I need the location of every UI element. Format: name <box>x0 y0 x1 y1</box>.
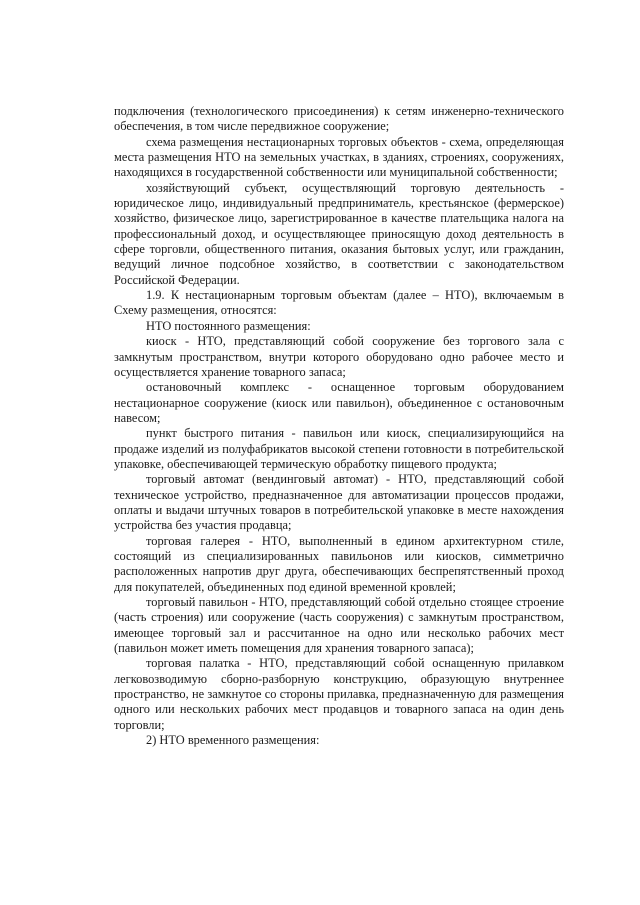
paragraph-business-entity: хозяйствующий субъект, осуществляющий торговую деятельность - юридическое лицо, индивидуальный предприниматель, крестьянское (фермерское) хозяйство, физическое лицо, зарегистрированное в качестве плательщика налога на профессиональный доход, и осуществляющее приносящую доход деятельность в сфере торговли, общественного питания, оказания бытовых услуг, или гражданин, ведущий личное подсобное хозяйство, в соответствии с законодательством Российской Федерации. <box>114 180 564 287</box>
paragraph-trade-gallery: торговая галерея - НТО, выполненный в едином архитектурном стиле, состоящий из специализированных павильонов или киосков, симметрично расположенных напротив друг друга, обеспечивающих беспрепятственный проход для покупателей, объединенных под единой временной кровлей; <box>114 533 564 594</box>
paragraph-bus-stop-complex: остановочный комплекс - оснащенное торговым оборудованием нестационарное сооружение (киоск или павильон), объединенное с остановочным навесом; <box>114 380 564 425</box>
paragraph-section-1-9: 1.9. К нестационарным торговым объектам (далее – НТО), включаемым в Схему размещения, относятся: <box>114 288 564 318</box>
paragraph-permanent-placement: НТО постоянного размещения: <box>146 318 311 333</box>
paragraph-vending-machine: торговый автомат (вендинговый автомат) - НТО, представляющий собой техническое устройство, предназначенное для автоматизации процессов продажи, оплаты и выдачи штучных товаров в потребительской упаковке в месте нахождения устройства без участия продавца; <box>114 472 564 533</box>
paragraph-placement-scheme: схема размещения нестационарных торговых объектов - схема, определяющая места размещения НТО на земельных участках, в зданиях, строениях, сооружениях, находящихся в государственной собственности или муниципальной собственности; <box>114 134 564 180</box>
paragraph-kiosk: киоск - НТО, представляющий собой сооружение без торгового зала с замкнутым пространством, внутри которого оборудовано одно рабочее место и осуществляется хранение товарного запаса; <box>114 334 564 379</box>
document-body <box>114 104 564 748</box>
paragraph-temporary-placement: 2) НТО временного размещения: <box>146 733 320 748</box>
paragraph-trade-pavilion: торговый павильон - НТО, представляющий собой отдельно стоящее строение (часть строения) или сооружение (часть сооружения) с замкнутым пространством, имеющее торговый зал и рассчитанное на одно или несколько рабочих мест (павильон может иметь помещения для хранения товарного запаса); <box>114 595 564 656</box>
paragraph-fast-food-point: пункт быстрого питания - павильон или киоск, специализирующийся на продаже изделий из полуфабрикатов высокой степени готовности в потребительской упаковке, обеспечивающей термическую обработку пищевого продукта; <box>114 426 564 471</box>
paragraph-connection: подключения (технологического присоединения) к сетям инженерно-технического обеспечения, в том числе передвижное сооружение; <box>114 104 564 134</box>
paragraph-trade-tent: торговая палатка - НТО, представляющий собой оснащенную прилавком легковозводимую сборно-разборную конструкцию, образующую внутреннее пространство, не замкнутое со стороны прилавка, предназначенную для размещения одного или нескольких рабочих мест продавцов и товарного запаса на один день торговли; <box>114 656 564 732</box>
